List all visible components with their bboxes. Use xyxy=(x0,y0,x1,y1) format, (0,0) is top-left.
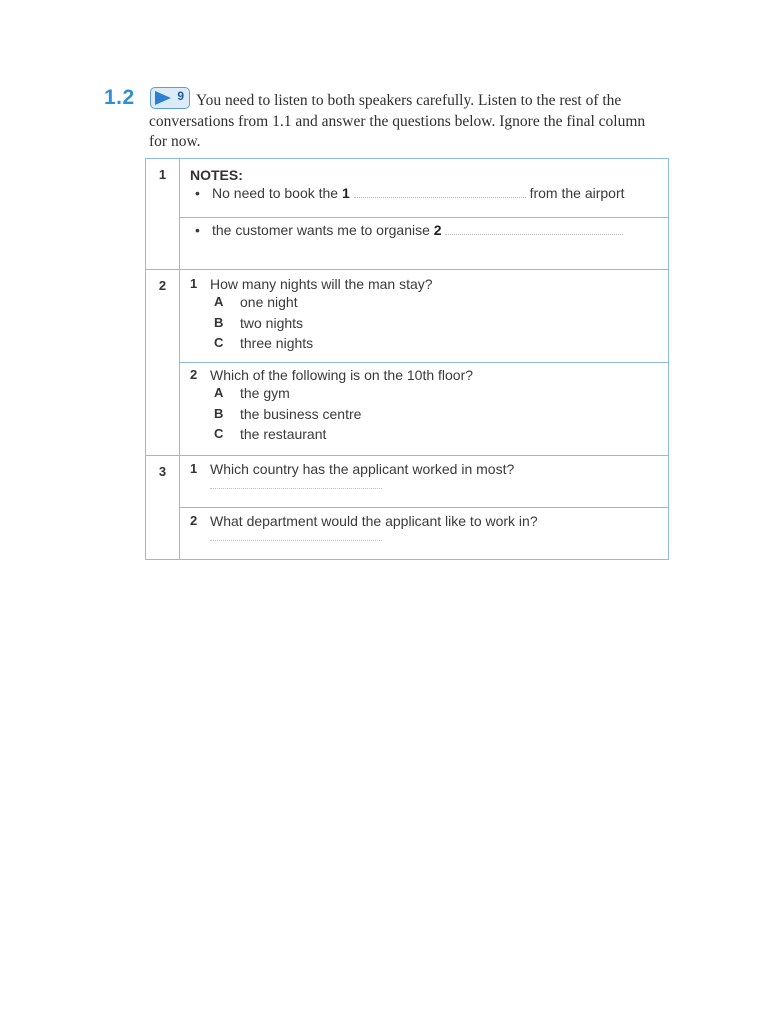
table-row xyxy=(146,159,669,218)
notes-cell xyxy=(180,159,669,218)
list-item xyxy=(190,185,660,201)
question-number: 2 xyxy=(190,513,198,528)
note-text: No need to book the xyxy=(212,185,339,201)
instructions-text: You need to listen to both speakers carefully. Listen to the rest of the conversations from 1.1 and answer the questions below. Ignore the final column for now. xyxy=(149,92,646,150)
question-text: How many nights will the man stay? xyxy=(210,276,433,292)
table-row xyxy=(146,508,669,560)
question-text: What department would the applicant like to work in? xyxy=(210,513,538,529)
bullet-icon: • xyxy=(195,185,200,201)
option-c[interactable] xyxy=(190,424,660,445)
section-number: 1 xyxy=(146,159,180,270)
question-cell xyxy=(180,363,669,456)
question-number: 2 xyxy=(190,367,198,382)
question-number: 1 xyxy=(190,461,198,476)
option-letter: B xyxy=(214,314,224,330)
answer-line[interactable] xyxy=(210,539,382,541)
answer-gap[interactable] xyxy=(354,196,526,198)
exercise-number: 1.2 xyxy=(104,86,135,109)
question xyxy=(190,367,660,383)
option-a[interactable] xyxy=(190,292,660,313)
option-text: the business centre xyxy=(240,405,362,422)
question xyxy=(190,276,660,292)
table-row xyxy=(146,218,669,270)
exercise-table xyxy=(145,158,669,560)
option-text: one night xyxy=(240,294,298,310)
section-number: 3 xyxy=(146,456,180,560)
notes-cell xyxy=(180,218,669,270)
note-text: the customer wants me to organise xyxy=(212,222,430,238)
question-cell xyxy=(180,456,669,508)
answer-line[interactable] xyxy=(210,487,382,489)
option-letter: A xyxy=(214,385,224,400)
option-b[interactable] xyxy=(190,313,660,334)
question-cell xyxy=(180,508,669,560)
option-a[interactable] xyxy=(190,383,660,404)
option-text: the restaurant xyxy=(240,426,327,442)
table-row xyxy=(146,456,669,508)
option-letter: A xyxy=(214,294,224,309)
option-letter: C xyxy=(214,426,224,441)
notes-label: NOTES: xyxy=(190,167,243,183)
option-text: three nights xyxy=(240,335,314,351)
option-text: the gym xyxy=(240,385,290,401)
option-letter: B xyxy=(214,405,224,421)
option-b[interactable] xyxy=(190,404,660,425)
option-c[interactable] xyxy=(190,333,660,354)
table-row xyxy=(146,363,669,456)
note-text: from the airport xyxy=(529,185,625,201)
question xyxy=(190,461,660,477)
answer-gap[interactable] xyxy=(445,233,623,235)
section-number: 2 xyxy=(146,270,180,456)
gap-number: 2 xyxy=(433,222,442,238)
question-cell xyxy=(180,270,669,363)
question-number: 1 xyxy=(190,276,198,291)
bullet-icon: • xyxy=(195,222,200,238)
audio-track-number: 9 xyxy=(177,89,184,103)
list-item xyxy=(190,222,660,238)
question xyxy=(190,513,660,529)
table-row xyxy=(146,270,669,363)
option-letter: C xyxy=(214,335,224,350)
question-text: Which country has the applicant worked in most? xyxy=(210,461,515,477)
question-text: Which of the following is on the 10th floor? xyxy=(210,367,474,383)
gap-number: 1 xyxy=(342,185,350,201)
option-text: two nights xyxy=(240,314,304,331)
